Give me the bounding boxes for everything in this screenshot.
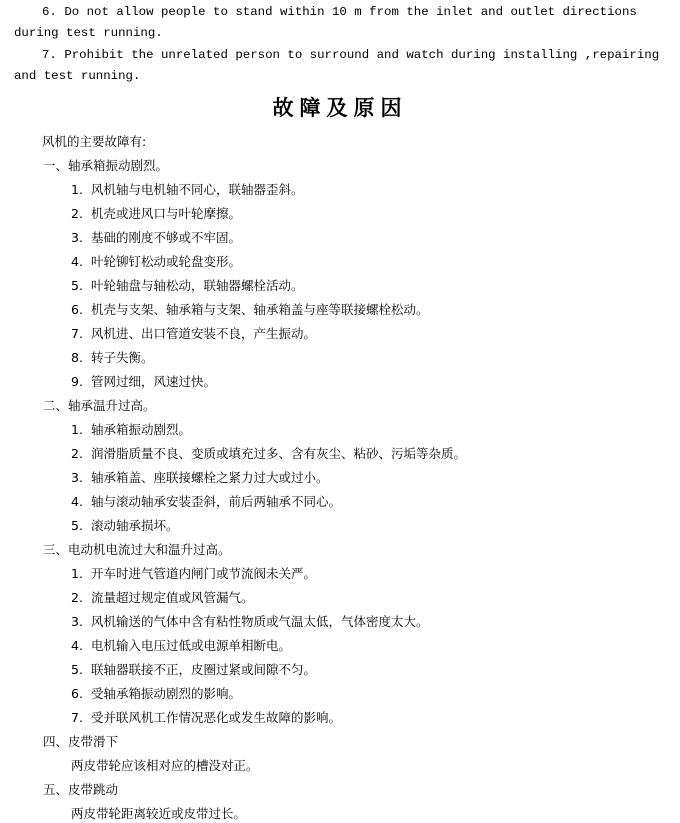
- item-text: 风机进、出口管道安装不良，产生振动。: [91, 326, 317, 341]
- item-text: 流量超过规定值或风管漏气。: [91, 590, 254, 605]
- item-number: 4.: [71, 254, 83, 269]
- list-item: [71, 493, 341, 511]
- list-item: [71, 349, 154, 367]
- note-number: 7.: [42, 48, 57, 62]
- item-text: 轴与滚动轴承安装歪斜，前后两轴承不同心。: [91, 494, 342, 509]
- item-number: 3.: [71, 230, 83, 245]
- item-number: 5.: [71, 278, 83, 293]
- item-number: 6.: [71, 686, 83, 701]
- list-item: [71, 637, 291, 655]
- section-heading: 一、轴承箱振动剧烈。: [43, 158, 169, 173]
- intro-text: 风机的主要故障有:: [42, 134, 147, 149]
- item-text: 开车时进气管道内闸门或节流阀未关严。: [91, 566, 317, 581]
- list-item: [71, 709, 341, 727]
- list-item: [71, 661, 316, 679]
- note-text: Do not allow people to stand within 10 m from the inlet and outlet directions during test running.: [14, 5, 637, 40]
- item-text: 基础的刚度不够或不牢固。: [91, 230, 242, 245]
- item-text: 轴承箱盖、座联接螺栓之紧力过大或过小。: [91, 470, 329, 485]
- list-item: [71, 469, 329, 487]
- list-item: [71, 517, 179, 535]
- list-item: [71, 205, 241, 223]
- note-number: 6.: [42, 5, 57, 19]
- item-number: 1.: [71, 182, 83, 197]
- item-number: 8.: [71, 350, 83, 365]
- list-item: [71, 445, 466, 463]
- item-text: 转子失衡。: [91, 350, 154, 365]
- list-item: [71, 565, 316, 583]
- section-heading: 三、电动机电流过大和温升过高。: [43, 542, 231, 557]
- item-number: 1.: [71, 566, 83, 581]
- item-text: 机壳或进风口与叶轮摩擦。: [91, 206, 242, 221]
- item-text: 叶轮轴盘与轴松动，联轴器螺栓活动。: [91, 278, 304, 293]
- item-text: 受轴承箱振动剧烈的影响。: [91, 686, 242, 701]
- section-heading: 五、皮带跳动: [43, 782, 119, 797]
- item-number: 5.: [71, 662, 83, 677]
- list-item: [71, 589, 254, 607]
- item-number: 3.: [71, 470, 83, 485]
- item-text: 联轴器联接不正，皮圈过紧或间隙不匀。: [91, 662, 317, 677]
- item-text: 风机输送的气体中含有粘性物质或气温太低，气体密度太大。: [91, 614, 429, 629]
- list-item: [71, 253, 241, 271]
- item-number: 7.: [71, 710, 83, 725]
- list-item: [71, 301, 429, 319]
- section-heading: 二、轴承温升过高。: [43, 398, 156, 413]
- list-item: [71, 325, 316, 343]
- item-number: 4.: [71, 638, 83, 653]
- item-text: 风机轴与电机轴不同心，联轴器歪斜。: [91, 182, 304, 197]
- list-item: [71, 181, 304, 199]
- list-item: [71, 373, 216, 391]
- item-number: 2.: [71, 590, 83, 605]
- item-text: 润滑脂质量不良、变质或填充过多、含有灰尘、粘砂、污垢等杂质。: [91, 446, 467, 461]
- list-item: [71, 685, 241, 703]
- item-text: 机壳与支架、轴承箱与支架、轴承箱盖与座等联接螺栓松动。: [91, 302, 429, 317]
- item-number: 1.: [71, 422, 83, 437]
- item-number: 6.: [71, 302, 83, 317]
- item-number: 7.: [71, 326, 83, 341]
- list-item: [71, 421, 191, 439]
- item-number: 9.: [71, 374, 83, 389]
- item-text: 叶轮铆钉松动或轮盘变形。: [91, 254, 242, 269]
- item-text: 受并联风机工作情况恶化或发生故障的影响。: [91, 710, 342, 725]
- list-item: [71, 277, 304, 295]
- item-number: 4.: [71, 494, 83, 509]
- item-number: 3.: [71, 614, 83, 629]
- note-text: Prohibit the unrelated person to surround and watch during installing ,repairing and test running.: [14, 48, 660, 83]
- item-number: 5.: [71, 518, 83, 533]
- item-text: 轴承箱振动剧烈。: [91, 422, 192, 437]
- list-item: [71, 613, 429, 631]
- page-title: 故障及原因: [272, 95, 408, 120]
- item-text: 滚动轴承损坏。: [91, 518, 179, 533]
- section-note: 两皮带轮距离较近或皮带过长。: [71, 806, 247, 821]
- item-number: 2.: [71, 446, 83, 461]
- english-note-6: [14, 2, 666, 44]
- english-note-7: [14, 45, 666, 87]
- item-text: 电机输入电压过低或电源单相断电。: [91, 638, 292, 653]
- section-note: 两皮带轮应该相对应的槽没对正。: [71, 758, 259, 773]
- item-text: 管网过细，风速过快。: [91, 374, 217, 389]
- section-heading: 四、皮带滑下: [43, 734, 119, 749]
- item-number: 2.: [71, 206, 83, 221]
- list-item: [71, 229, 241, 247]
